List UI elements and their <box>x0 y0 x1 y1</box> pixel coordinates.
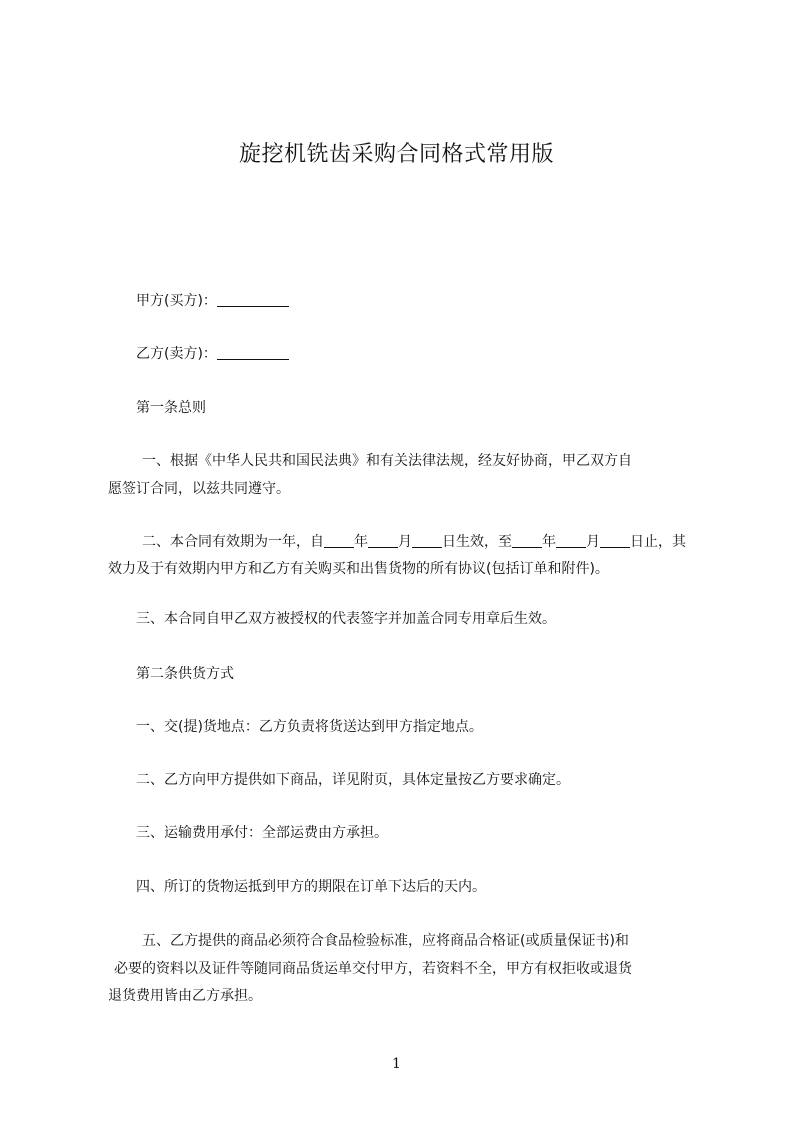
s2-item5-text3: 退货费用皆由乙方承担。 <box>108 988 262 1004</box>
s1-item2-line2 <box>108 555 708 583</box>
s1-item2-text2: 效力及于有效期内甲方和乙方有关购买和出售货物的所有协议(包括订单和附件)。 <box>108 561 609 577</box>
end-day-blank <box>600 531 630 548</box>
s1-item2-line1 <box>108 528 708 556</box>
s2-item2 <box>108 766 708 794</box>
s1-item1-text1: 一、根据《中华人民共和国民法典》和有关法律法规，经友好协商，甲乙双方自 <box>142 453 632 469</box>
start-month-label: 月 <box>398 534 412 550</box>
page-number: 1 <box>392 1056 401 1072</box>
s1-item1-line1 <box>108 447 708 475</box>
end-month-label: 月 <box>586 534 600 550</box>
s2-item3-text: 三、运输费用承付：全部运费由方承担。 <box>136 825 388 841</box>
start-day-label: 日生效，至 <box>442 534 512 550</box>
document-title: 旋挖机铣齿采购合同格式常用版 <box>238 142 554 167</box>
s2-item5-line3 <box>108 982 708 1010</box>
end-day-label: 日止，其 <box>630 534 686 550</box>
section2-heading-text: 第二条供货方式 <box>136 666 234 682</box>
s1-item1-line2 <box>108 475 708 503</box>
s1-item3 <box>108 605 708 633</box>
s1-item1-text2: 愿签订合同，以兹共同遵守。 <box>108 481 290 497</box>
s1-item2-text-a: 二、本合同有效期为一年，自 <box>142 534 324 550</box>
s2-item4 <box>108 873 708 901</box>
start-year-label: 年 <box>354 534 368 550</box>
section2-heading <box>108 660 708 688</box>
end-year-label: 年 <box>542 534 556 550</box>
section1-heading <box>108 394 708 422</box>
s2-item1-text: 一、交(提)货地点：乙方负责将货送达到甲方指定地点。 <box>136 719 483 735</box>
s2-item4-text: 四、所订的货物运抵到甲方的期限在订单下达后的天内。 <box>136 879 486 895</box>
end-month-blank <box>556 531 586 548</box>
party-b-line <box>108 340 708 368</box>
s2-item5-line2 <box>108 955 708 983</box>
s2-item5-text2: 必要的资料以及证件等随同商品货运单交付甲方，若资料不全，甲方有权拒收或退货 <box>114 961 632 977</box>
start-day-blank <box>412 531 442 548</box>
end-year-blank <box>512 531 542 548</box>
party-b-label: 乙方(卖方)： <box>136 346 217 362</box>
s2-item3 <box>108 819 708 847</box>
party-a-blank <box>217 290 289 307</box>
start-year-blank <box>324 531 354 548</box>
start-month-blank <box>368 531 398 548</box>
party-a-label: 甲方(买方)： <box>136 293 217 309</box>
party-a-line <box>108 287 708 315</box>
s2-item5-text1: 五、乙方提供的商品必须符合食品检验标准，应将商品合格证(或质量保证书)和 <box>142 933 629 949</box>
party-b-blank <box>217 343 289 360</box>
section1-heading-text: 第一条总则 <box>136 400 206 416</box>
s2-item5-line1 <box>108 927 708 955</box>
s1-item3-text: 三、本合同自甲乙双方被授权的代表签字并加盖合同专用章后生效。 <box>136 611 556 627</box>
s2-item1 <box>108 713 708 741</box>
s2-item2-text: 二、乙方向甲方提供如下商品，详见附页，具体定量按乙方要求确定。 <box>136 772 570 788</box>
